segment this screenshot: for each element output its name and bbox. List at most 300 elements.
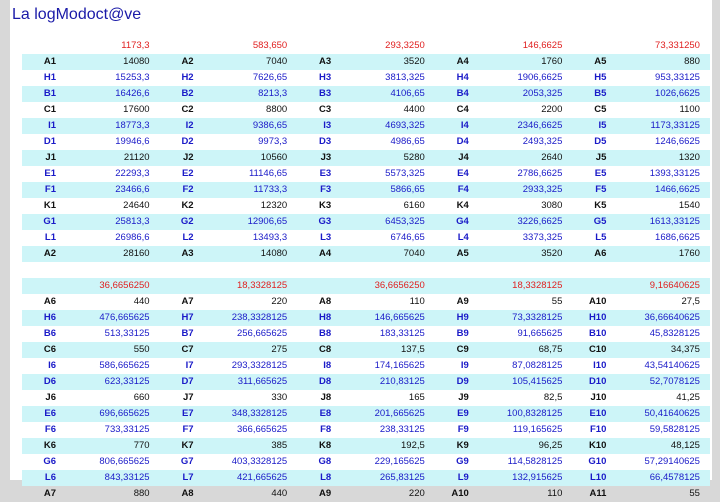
table-row xyxy=(22,182,710,198)
frequency-value: 100,8328125 xyxy=(506,408,563,419)
note-label: J8 xyxy=(320,392,332,403)
frequency-value: 660 xyxy=(133,392,150,403)
note-label: D8 xyxy=(319,376,332,387)
table-cell[interactable] xyxy=(160,86,298,102)
table-cell[interactable] xyxy=(160,70,298,86)
table-cell[interactable] xyxy=(22,214,160,230)
note-label: A1 xyxy=(43,56,56,67)
table-cell[interactable] xyxy=(297,406,435,422)
frequency-value: 513,33125 xyxy=(104,328,150,339)
frequency-value: 9973,3 xyxy=(258,136,288,147)
note-label: E4 xyxy=(457,168,469,179)
table-cell[interactable] xyxy=(435,406,573,422)
table-cell[interactable] xyxy=(572,310,710,326)
note-label: H9 xyxy=(456,312,469,323)
table-cell[interactable] xyxy=(435,422,573,438)
table-cell[interactable] xyxy=(435,166,573,182)
table-cell[interactable] xyxy=(297,342,435,358)
frequency-value: 183,33125 xyxy=(379,328,425,339)
table-cell[interactable] xyxy=(435,134,573,150)
note-label: G7 xyxy=(180,456,194,467)
table-cell[interactable] xyxy=(160,150,298,166)
frequency-value: 1100 xyxy=(679,104,700,115)
table-cell[interactable] xyxy=(297,438,435,454)
note-label: G6 xyxy=(43,456,56,467)
table-cell[interactable] xyxy=(22,422,160,438)
table-cell[interactable] xyxy=(22,182,160,198)
frequency-value: 696,665625 xyxy=(99,408,150,419)
note-label: G9 xyxy=(456,456,469,467)
table-cell[interactable] xyxy=(297,294,435,310)
note-label: H1 xyxy=(43,72,56,83)
frequency-value: 586,665625 xyxy=(99,360,150,371)
note-label: F6 xyxy=(44,424,56,435)
note-label: G2 xyxy=(180,216,194,227)
frequency-value: 770 xyxy=(133,440,150,451)
table-cell[interactable] xyxy=(297,278,435,294)
table-cell[interactable] xyxy=(572,134,710,150)
table-cell[interactable] xyxy=(22,374,160,390)
note-label: F7 xyxy=(182,424,194,435)
frequency-value: 17600 xyxy=(123,104,150,115)
note-label: D4 xyxy=(456,136,469,147)
table-cell[interactable] xyxy=(297,230,435,246)
table-cell[interactable] xyxy=(160,230,298,246)
table-cell[interactable] xyxy=(572,70,710,86)
note-label: A6 xyxy=(594,248,607,259)
frequency-value: 2640 xyxy=(541,152,563,163)
table-cell[interactable] xyxy=(435,294,573,310)
table-cell[interactable] xyxy=(160,422,298,438)
table-cell[interactable] xyxy=(297,246,435,262)
table-cell[interactable] xyxy=(572,246,710,262)
frequency-value: 52,7078125 xyxy=(649,376,700,387)
table-row xyxy=(22,406,710,422)
header-value: 73,331250 xyxy=(655,40,700,51)
table-cell[interactable] xyxy=(435,326,573,342)
frequency-value: 3373,325 xyxy=(522,232,563,243)
table-cell[interactable] xyxy=(435,86,573,102)
table-cell[interactable] xyxy=(572,374,710,390)
table-cell[interactable] xyxy=(435,54,573,70)
note-label: K5 xyxy=(594,200,607,211)
table-row xyxy=(22,230,710,246)
frequency-value: 2053,325 xyxy=(522,88,563,99)
table-cell[interactable] xyxy=(297,182,435,198)
frequency-value: 24640 xyxy=(123,200,150,211)
table-row xyxy=(22,326,710,342)
table-cell[interactable] xyxy=(22,406,160,422)
table-cell[interactable] xyxy=(572,342,710,358)
frequency-value: 330 xyxy=(271,392,288,403)
table-cell[interactable] xyxy=(160,54,298,70)
frequency-value: 57,29140625 xyxy=(644,456,700,467)
table-cell[interactable] xyxy=(435,102,573,118)
note-label: L7 xyxy=(182,472,194,483)
table-cell[interactable] xyxy=(435,246,573,262)
table-cell[interactable] xyxy=(435,342,573,358)
table-cell[interactable] xyxy=(572,438,710,454)
table-cell[interactable] xyxy=(572,326,710,342)
table-row xyxy=(22,54,710,70)
table-cell[interactable] xyxy=(297,358,435,374)
header-value: 146,6625 xyxy=(522,40,563,51)
frequency-value: 21120 xyxy=(123,152,150,163)
table-row xyxy=(22,70,710,86)
note-label: I8 xyxy=(323,360,332,371)
header-value: 36,6656250 xyxy=(374,280,425,291)
note-label: D1 xyxy=(43,136,56,147)
table-cell[interactable] xyxy=(435,374,573,390)
table-row xyxy=(22,118,710,134)
table-cell[interactable] xyxy=(160,214,298,230)
table-cell[interactable] xyxy=(22,246,160,262)
frequency-value: 2933,325 xyxy=(522,184,563,195)
frequency-value: 28160 xyxy=(123,248,150,259)
table-cell[interactable] xyxy=(22,102,160,118)
table-cell[interactable] xyxy=(435,150,573,166)
frequency-value: 174,165625 xyxy=(374,360,425,371)
header-value: 9,16640625 xyxy=(649,280,700,291)
frequency-value: 8213,3 xyxy=(258,88,288,99)
frequency-value: 348,3328125 xyxy=(231,408,288,419)
frequency-value: 105,415625 xyxy=(512,376,563,387)
note-label: K1 xyxy=(43,200,56,211)
table-row xyxy=(22,486,710,502)
note-label: B4 xyxy=(456,88,469,99)
table-cell[interactable] xyxy=(297,422,435,438)
table-cell[interactable] xyxy=(160,134,298,150)
table-cell[interactable] xyxy=(22,438,160,454)
frequency-value: 110 xyxy=(547,488,563,499)
table-cell[interactable] xyxy=(297,214,435,230)
table-cell[interactable] xyxy=(160,310,298,326)
header-value: 293,3250 xyxy=(385,40,425,51)
frequency-value: 2786,6625 xyxy=(517,168,563,179)
note-label: B9 xyxy=(456,328,469,339)
table-cell[interactable] xyxy=(160,358,298,374)
table-cell[interactable] xyxy=(297,166,435,182)
table-cell[interactable] xyxy=(297,326,435,342)
table-cell[interactable] xyxy=(435,70,573,86)
table-cell[interactable] xyxy=(297,310,435,326)
table-cell[interactable] xyxy=(160,326,298,342)
frequency-value: 210,83125 xyxy=(379,376,425,387)
frequency-value: 238,3328125 xyxy=(231,312,288,323)
note-label: B2 xyxy=(181,88,194,99)
note-label: L8 xyxy=(320,472,332,483)
table-cell[interactable] xyxy=(572,278,710,294)
table-cell[interactable] xyxy=(435,38,573,54)
table-cell[interactable] xyxy=(435,230,573,246)
table-row xyxy=(22,166,710,182)
table-cell[interactable] xyxy=(572,390,710,406)
frequency-value: 45,8328125 xyxy=(649,328,700,339)
table-cell[interactable] xyxy=(22,150,160,166)
table-cell[interactable] xyxy=(22,38,160,54)
frequency-value: 275 xyxy=(271,344,288,355)
table-cell[interactable] xyxy=(22,342,160,358)
note-label: F2 xyxy=(182,184,194,195)
frequency-value: 18773,3 xyxy=(115,120,150,131)
frequency-value: 110 xyxy=(409,296,425,307)
frequency-value: 623,33125 xyxy=(104,376,150,387)
table-cell[interactable] xyxy=(572,198,710,214)
frequency-value: 1613,33125 xyxy=(649,216,700,227)
table-cell[interactable] xyxy=(22,358,160,374)
table-cell[interactable] xyxy=(22,326,160,342)
table-cell[interactable] xyxy=(435,438,573,454)
note-label: D10 xyxy=(588,376,607,387)
note-label: G1 xyxy=(43,216,56,227)
table-cell[interactable] xyxy=(160,470,298,486)
frequency-value: 256,665625 xyxy=(236,328,288,339)
frequency-value: 1466,6625 xyxy=(655,184,700,195)
note-label: I9 xyxy=(460,360,469,371)
frequency-value: 10560 xyxy=(260,152,288,163)
table-cell[interactable] xyxy=(435,182,573,198)
table-cell[interactable] xyxy=(160,294,298,310)
note-label: G4 xyxy=(456,216,469,227)
note-label: I7 xyxy=(185,360,194,371)
table-row xyxy=(22,342,710,358)
table-cell[interactable] xyxy=(297,470,435,486)
frequency-value: 146,665625 xyxy=(374,312,425,323)
note-label: J4 xyxy=(458,152,469,163)
table-cell[interactable] xyxy=(572,38,710,54)
note-label: C5 xyxy=(594,104,607,115)
table-cell[interactable] xyxy=(160,374,298,390)
table-cell[interactable] xyxy=(22,390,160,406)
frequency-value: 14080 xyxy=(260,248,288,259)
table-cell[interactable] xyxy=(572,406,710,422)
table-cell[interactable] xyxy=(160,406,298,422)
spreadsheet-sheet xyxy=(10,0,712,499)
table-cell[interactable] xyxy=(22,294,160,310)
table-cell[interactable] xyxy=(572,182,710,198)
frequency-value: 27,5 xyxy=(681,296,700,307)
frequency-value: 385 xyxy=(271,440,288,451)
note-label: H8 xyxy=(319,312,332,323)
table-row xyxy=(22,470,710,486)
frequency-value: 6746,65 xyxy=(390,232,425,243)
frequency-value: 25813,3 xyxy=(115,216,150,227)
table-cell[interactable] xyxy=(435,470,573,486)
table-cell[interactable] xyxy=(435,358,573,374)
note-label: A6 xyxy=(43,296,56,307)
note-label: C8 xyxy=(319,344,332,355)
frequency-value: 3080 xyxy=(541,200,563,211)
frequency-value: 11146,65 xyxy=(248,168,288,179)
table-cell[interactable] xyxy=(435,198,573,214)
table-cell[interactable] xyxy=(22,86,160,102)
frequency-value: 229,165625 xyxy=(374,456,425,467)
note-label: A11 xyxy=(589,488,607,499)
table-cell[interactable] xyxy=(297,134,435,150)
frequency-value: 4693,325 xyxy=(385,120,425,131)
table-cell[interactable] xyxy=(22,166,160,182)
frequency-value: 421,665625 xyxy=(236,472,288,483)
header-value: 583,650 xyxy=(252,40,288,51)
frequency-value: 68,75 xyxy=(538,344,563,355)
table-cell[interactable] xyxy=(297,374,435,390)
table-cell[interactable] xyxy=(297,150,435,166)
table-cell[interactable] xyxy=(572,358,710,374)
note-label: I2 xyxy=(185,120,194,131)
note-label: A7 xyxy=(43,488,56,499)
frequency-value: 73,3328125 xyxy=(512,312,563,323)
table-cell[interactable] xyxy=(160,198,298,214)
table-cell[interactable] xyxy=(22,230,160,246)
table-cell[interactable] xyxy=(572,454,710,470)
frequency-value: 91,665625 xyxy=(517,328,563,339)
table-cell[interactable] xyxy=(160,182,298,198)
note-label: B8 xyxy=(319,328,332,339)
table-cell[interactable] xyxy=(160,486,298,502)
note-label: J1 xyxy=(45,152,56,163)
table-cell[interactable] xyxy=(160,166,298,182)
note-label: H3 xyxy=(319,72,332,83)
note-label: I10 xyxy=(593,360,607,371)
note-label: A2 xyxy=(43,248,56,259)
note-label: B6 xyxy=(43,328,56,339)
table-cell[interactable] xyxy=(435,390,573,406)
table-cell[interactable] xyxy=(297,486,435,502)
table-cell[interactable] xyxy=(22,70,160,86)
note-label: C6 xyxy=(43,344,56,355)
table-cell[interactable] xyxy=(297,102,435,118)
frequency-value: 7626,65 xyxy=(252,72,288,83)
header-value: 18,3328125 xyxy=(512,280,563,291)
table-cell[interactable] xyxy=(297,454,435,470)
frequency-value: 2493,325 xyxy=(522,136,563,147)
table-cell[interactable] xyxy=(572,214,710,230)
table-cell[interactable] xyxy=(297,54,435,70)
table-cell[interactable] xyxy=(435,454,573,470)
note-label: E8 xyxy=(319,408,332,419)
note-label: K4 xyxy=(456,200,469,211)
frequency-value: 23466,6 xyxy=(115,184,150,195)
table-cell[interactable] xyxy=(572,470,710,486)
note-label: K3 xyxy=(319,200,332,211)
frequency-value: 1686,6625 xyxy=(655,232,700,243)
header-row xyxy=(22,278,710,294)
table-cell[interactable] xyxy=(572,166,710,182)
table-cell[interactable] xyxy=(572,86,710,102)
spacer-row xyxy=(22,262,710,278)
note-label: E3 xyxy=(319,168,332,179)
table-cell[interactable] xyxy=(160,438,298,454)
table-cell[interactable] xyxy=(22,198,160,214)
frequency-value: 5280 xyxy=(403,152,425,163)
table-cell[interactable] xyxy=(297,38,435,54)
table-cell[interactable] xyxy=(22,470,160,486)
note-label: I4 xyxy=(460,120,469,131)
table-cell[interactable] xyxy=(160,38,298,54)
table-cell[interactable] xyxy=(160,102,298,118)
frequency-value: 87,0828125 xyxy=(512,360,563,371)
table-cell[interactable] xyxy=(22,486,160,502)
frequency-value: 3520 xyxy=(541,248,563,259)
frequency-value: 1246,6625 xyxy=(655,136,700,147)
table-cell[interactable] xyxy=(160,278,298,294)
frequency-value: 5866,65 xyxy=(390,184,425,195)
note-label: I3 xyxy=(323,120,332,131)
note-label: F10 xyxy=(590,424,607,435)
note-label: F1 xyxy=(44,184,56,195)
frequency-value: 6160 xyxy=(403,200,425,211)
note-label: D7 xyxy=(181,376,194,387)
table-cell[interactable] xyxy=(572,150,710,166)
table-cell[interactable] xyxy=(572,486,710,502)
frequency-value: 82,5 xyxy=(543,392,563,403)
table-cell[interactable] xyxy=(572,54,710,70)
frequency-value: 55 xyxy=(551,296,563,307)
table-cell[interactable] xyxy=(435,486,573,502)
table-cell[interactable] xyxy=(160,390,298,406)
table-cell[interactable] xyxy=(572,118,710,134)
note-label: K2 xyxy=(181,200,194,211)
frequency-value: 403,3328125 xyxy=(231,456,288,467)
page-title: La logModoct@ve xyxy=(12,6,142,23)
note-label: D2 xyxy=(181,136,194,147)
frequency-value: 238,33125 xyxy=(379,424,425,435)
note-label: C9 xyxy=(456,344,469,355)
table-cell[interactable] xyxy=(435,118,573,134)
note-label: K8 xyxy=(319,440,332,451)
note-label: K9 xyxy=(456,440,469,451)
table-cell[interactable] xyxy=(297,118,435,134)
table-cell[interactable] xyxy=(160,342,298,358)
table-cell[interactable] xyxy=(297,70,435,86)
table-cell[interactable] xyxy=(22,310,160,326)
note-label: L6 xyxy=(44,472,56,483)
frequency-value: 201,665625 xyxy=(374,408,425,419)
frequency-value: 6453,325 xyxy=(385,216,425,227)
table-cell[interactable] xyxy=(297,86,435,102)
table-cell[interactable] xyxy=(435,310,573,326)
note-label: G3 xyxy=(318,216,332,227)
table-cell[interactable] xyxy=(22,54,160,70)
table-cell[interactable] xyxy=(572,230,710,246)
table-cell[interactable] xyxy=(572,422,710,438)
note-label: B7 xyxy=(181,328,194,339)
frequency-value: 192,5 xyxy=(401,440,425,451)
table-cell[interactable] xyxy=(435,278,573,294)
table-cell[interactable] xyxy=(572,294,710,310)
note-label: A4 xyxy=(456,56,469,67)
table-cell[interactable] xyxy=(22,118,160,134)
note-label: G8 xyxy=(318,456,332,467)
table-row xyxy=(22,246,710,262)
table-cell[interactable] xyxy=(22,454,160,470)
table-cell[interactable] xyxy=(435,214,573,230)
note-label: F3 xyxy=(320,184,332,195)
table-cell[interactable] xyxy=(22,278,160,294)
frequency-value: 55 xyxy=(689,488,700,499)
table-cell[interactable] xyxy=(160,454,298,470)
table-cell[interactable] xyxy=(160,118,298,134)
table-cell[interactable] xyxy=(572,102,710,118)
table-cell[interactable] xyxy=(22,134,160,150)
table-cell[interactable] xyxy=(297,198,435,214)
note-label: A10 xyxy=(451,488,469,499)
note-label: A5 xyxy=(594,56,607,67)
table-cell[interactable] xyxy=(160,246,298,262)
table-cell[interactable] xyxy=(297,390,435,406)
frequency-value: 132,915625 xyxy=(512,472,563,483)
note-label: J7 xyxy=(183,392,194,403)
